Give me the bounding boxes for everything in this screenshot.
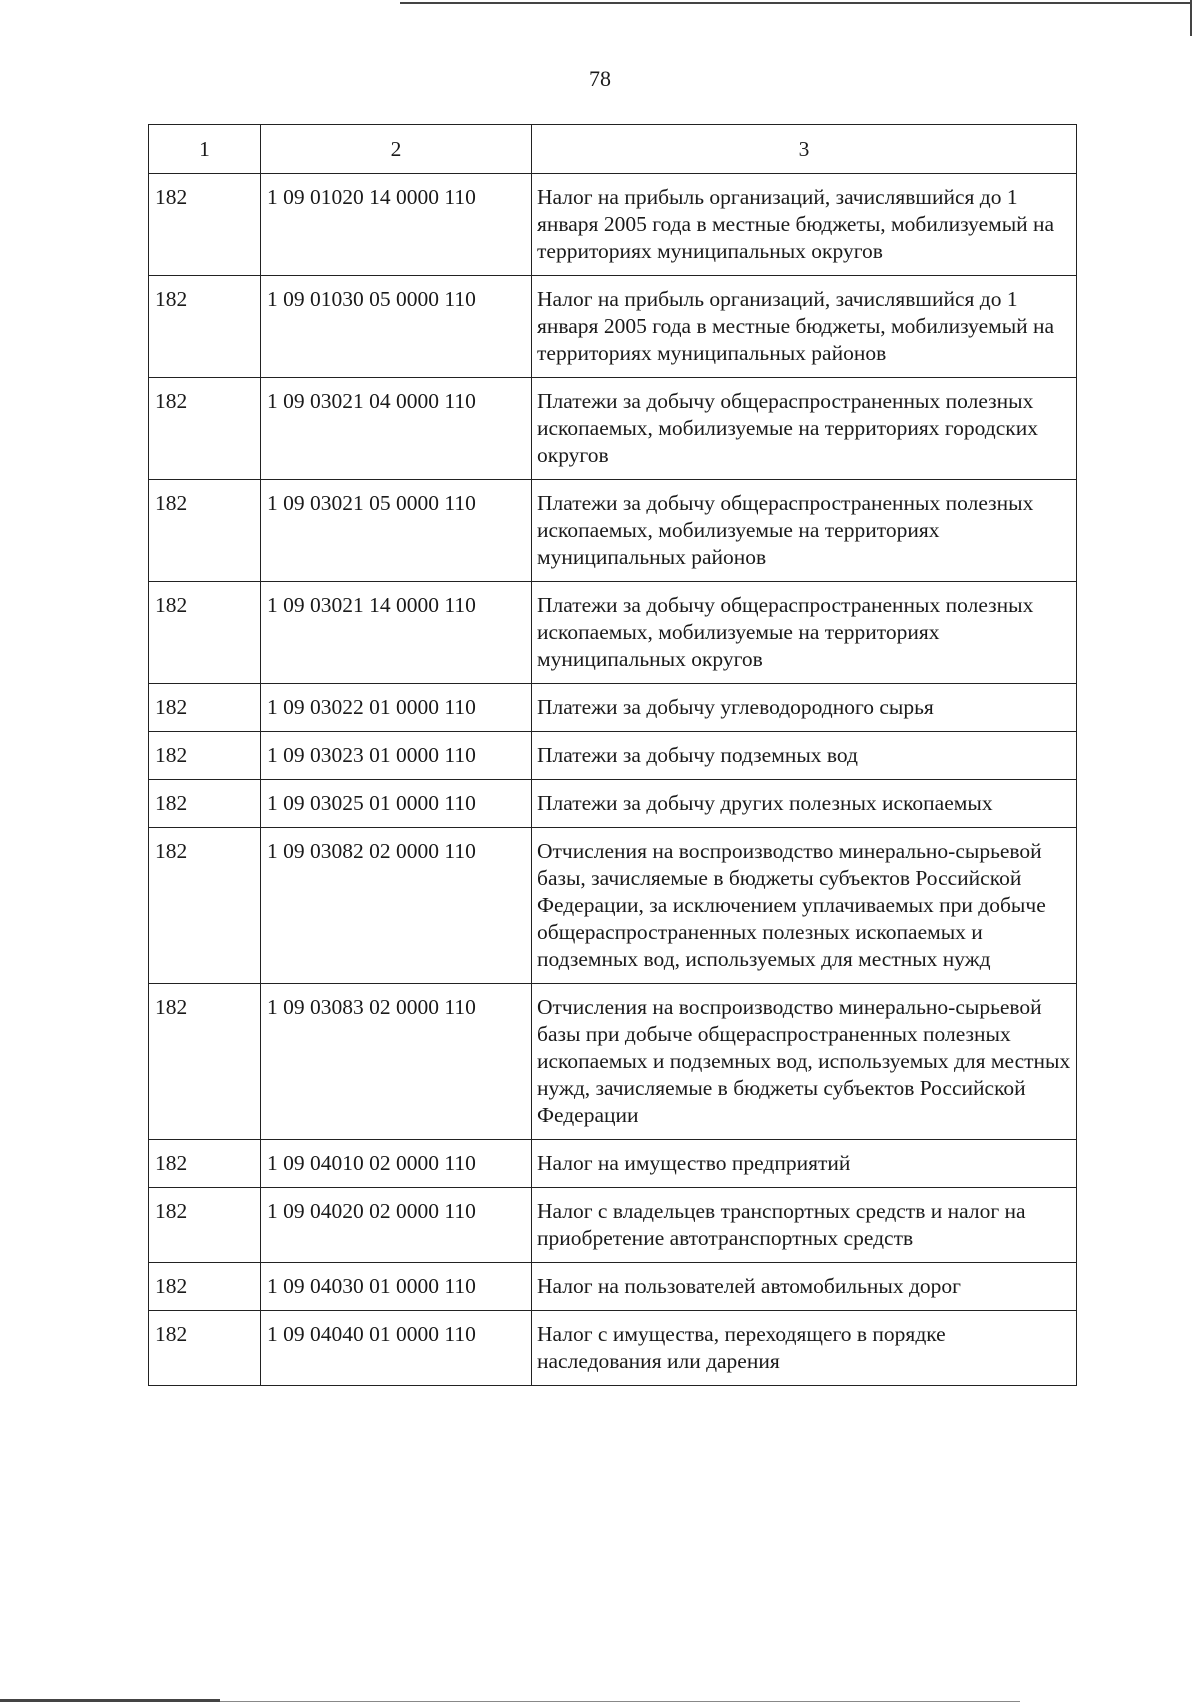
table-row (149, 1140, 1077, 1188)
admin-code-cell: 182 (149, 1311, 261, 1386)
kbk-code-cell: 1 09 04010 02 0000 110 (261, 1140, 532, 1188)
table-row (149, 174, 1077, 276)
kbk-code-cell: 1 09 03021 14 0000 110 (261, 582, 532, 684)
kbk-code-cell: 1 09 04030 01 0000 110 (261, 1263, 532, 1311)
scan-edge-bottom (0, 1699, 220, 1702)
description-cell: Налог с имущества, переходящего в порядке наследования или дарения (532, 1311, 1077, 1386)
table-row (149, 780, 1077, 828)
description-cell: Платежи за добычу подземных вод (532, 732, 1077, 780)
table-row (149, 1311, 1077, 1386)
admin-code-cell: 182 (149, 174, 261, 276)
budget-classification-table (148, 124, 1077, 1386)
description-cell: Отчисления на воспроизводство минерально-сырьевой базы, зачисляемые в бюджеты субъектов Российской Федерации, за исключением уплачиваемых при добыче общераспространенных полезных ископаемых и подземных вод, используемых для местных нужд (532, 828, 1077, 984)
scan-edge-bottom-right (220, 1701, 1020, 1702)
kbk-code-cell: 1 09 03022 01 0000 110 (261, 684, 532, 732)
description-cell: Платежи за добычу других полезных ископаемых (532, 780, 1077, 828)
scan-edge-top (400, 2, 1190, 4)
admin-code-cell: 182 (149, 1263, 261, 1311)
admin-code-cell: 182 (149, 1188, 261, 1263)
admin-code-cell: 182 (149, 276, 261, 378)
description-cell: Налог с владельцев транспортных средств и налог на приобретение автотранспортных средств (532, 1188, 1077, 1263)
column-header-2: 2 (261, 125, 532, 174)
kbk-code-cell: 1 09 03021 04 0000 110 (261, 378, 532, 480)
admin-code-cell: 182 (149, 780, 261, 828)
table-row (149, 1188, 1077, 1263)
description-cell: Платежи за добычу общераспространенных полезных ископаемых, мобилизуемые на территориях городских округов (532, 378, 1077, 480)
table-header-row (149, 125, 1077, 174)
description-cell: Платежи за добычу углеводородного сырья (532, 684, 1077, 732)
kbk-code-cell: 1 09 03083 02 0000 110 (261, 984, 532, 1140)
table-row (149, 276, 1077, 378)
table-row (149, 828, 1077, 984)
table-row (149, 480, 1077, 582)
admin-code-cell: 182 (149, 378, 261, 480)
table-row (149, 984, 1077, 1140)
kbk-code-cell: 1 09 04020 02 0000 110 (261, 1188, 532, 1263)
table-row (149, 582, 1077, 684)
admin-code-cell: 182 (149, 582, 261, 684)
kbk-code-cell: 1 09 03021 05 0000 110 (261, 480, 532, 582)
description-cell: Налог на прибыль организаций, зачислявшийся до 1 января 2005 года в местные бюджеты, мобилизуемый на территориях муниципальных округов (532, 174, 1077, 276)
column-header-3: 3 (532, 125, 1077, 174)
column-header-1: 1 (149, 125, 261, 174)
admin-code-cell: 182 (149, 984, 261, 1140)
table-row (149, 684, 1077, 732)
description-cell: Платежи за добычу общераспространенных полезных ископаемых, мобилизуемые на территориях муниципальных округов (532, 582, 1077, 684)
kbk-code-cell: 1 09 03023 01 0000 110 (261, 732, 532, 780)
description-cell: Отчисления на воспроизводство минерально-сырьевой базы при добыче общераспространенных полезных ископаемых и подземных вод, используемых для местных нужд, зачисляемые в бюджеты субъектов Российской Федерации (532, 984, 1077, 1140)
kbk-code-cell: 1 09 03082 02 0000 110 (261, 828, 532, 984)
admin-code-cell: 182 (149, 828, 261, 984)
description-cell: Налог на пользователей автомобильных дорог (532, 1263, 1077, 1311)
kbk-code-cell: 1 09 01020 14 0000 110 (261, 174, 532, 276)
admin-code-cell: 182 (149, 1140, 261, 1188)
description-cell: Налог на прибыль организаций, зачислявшийся до 1 января 2005 года в местные бюджеты, мобилизуемый на территориях муниципальных районов (532, 276, 1077, 378)
page-number: 78 (589, 66, 611, 91)
admin-code-cell: 182 (149, 684, 261, 732)
admin-code-cell: 182 (149, 732, 261, 780)
kbk-code-cell: 1 09 03025 01 0000 110 (261, 780, 532, 828)
table-row (149, 732, 1077, 780)
description-cell: Налог на имущество предприятий (532, 1140, 1077, 1188)
kbk-code-cell: 1 09 04040 01 0000 110 (261, 1311, 532, 1386)
table-row (149, 378, 1077, 480)
table-row (149, 1263, 1077, 1311)
admin-code-cell: 182 (149, 480, 261, 582)
scan-edge-right (1190, 0, 1192, 36)
kbk-code-cell: 1 09 01030 05 0000 110 (261, 276, 532, 378)
description-cell: Платежи за добычу общераспространенных полезных ископаемых, мобилизуемые на территориях муниципальных районов (532, 480, 1077, 582)
